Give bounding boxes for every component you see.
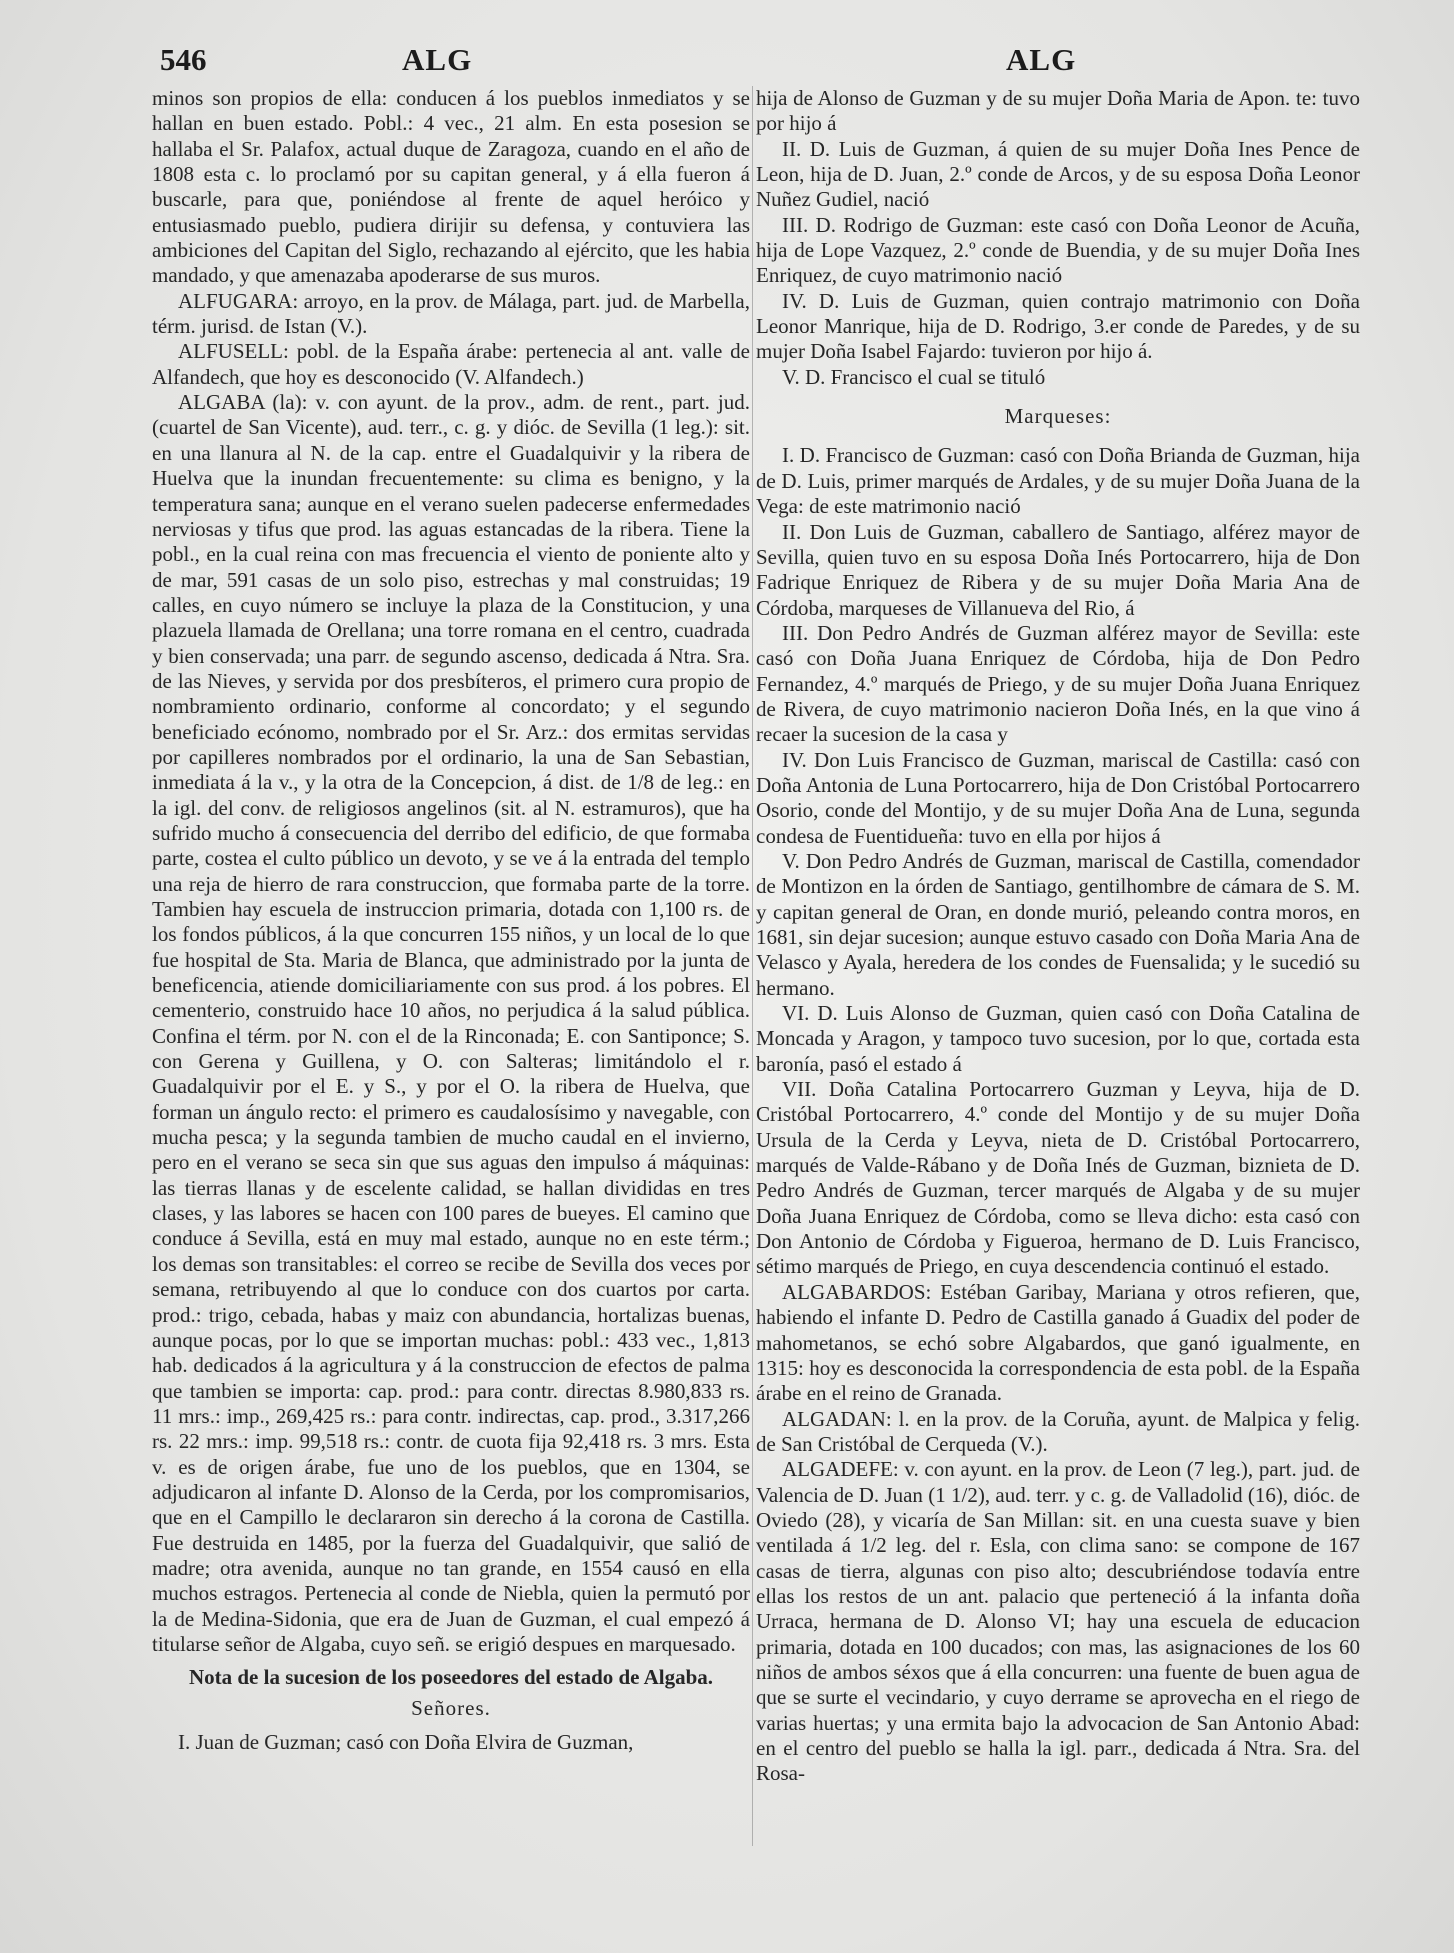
running-header xyxy=(0,42,1454,82)
running-headword-right: ALG xyxy=(1006,42,1077,77)
lineage-item: I. Juan de Guzman; casó con Doña Elvira de Guzman, xyxy=(178,1729,634,1754)
lineage-item: VI. D. Luis Alonso de Guzman, quien casó con Doña Catalina de Moncada y Aragon, y tampoco tuvo sucesion, por lo que, cortada esta baronía, pasó el estado á xyxy=(756,1001,1360,1076)
entry-algaba: ALGABA (la): v. con ayunt. de la prov., adm. de rent., part. jud. (cuartel de San Vicente), aud. terr., c. g. y dióc. de Sevilla (1 leg.): sit. en una llanura al N. de la cap. entre el Guadalquivir y la ribera de Huelva que la inundan frecuentemente: su clima es benigno, y la temperatura sana; aunque en el verano suelen padecerse enfermedades nerviosas y tifus que prod. las aguas estancadas de la ribera. Tiene la pobl., en la cual reina con mas frecuencia el viento de poniente alto y de mar, 591 casas de un solo piso, estrechas y mal construidas; 19 calles, en cuyo número se incluye la plaza de la Constitucion, y una plazuela llamada de Orellana; una torre romana en el centro, cuadrada y bien conservada; una parr. de segundo ascenso, dedicada á Ntra. Sra. de las Nieves, y servida por dos presbíteros, el primero cura propio de nombramiento ordinario, conforme al concordato; y el segundo beneficiado ecónomo, nombrado por el Sr. Arz.: dos ermitas servidas por capilleres nombrados por el ordinario, la una de San Sebastian, inmediata á la v., y la otra de la Concepcion, á dist. de 1/8 de leg.: en la igl. del conv. de religiosos angelinos (sit. al N. estramuros), que ha sufrido mucho á consecuencia del derribo del edificio, de que formaba parte, costea el culto público un devoto, y se ve á la entrada del templo una reja de hierro de rara construccion, que formaba parte de la torre. Tambien hay escuela de instruccion primaria, dotada con 1,100 rs. de los fondos públicos, á la que concurren 155 niños, y un local de lo que fue hospital de Sta. Maria de Blanca, que administrado por la junta de beneficencia, atiende domiciliariamente con sus prod. á los pobres. El cementerio, construido hace 10 años, no perjudica á la salud pública. Confina el térm. por N. con el de la Rinconada; E. con Santiponce; S. con Gerena y Guillena, y O. con Salteras; limitándolo el r. Guadalquivir por el E. y S., y por el O. la ribera de Huelva, que forman un ángulo recto: el primero es caudalosísimo y navegable, con mucha pesca; y la segunda tambien de mucho caudal en el invierno, pero en el verano se seca sin que sus aguas den impulso á máquinas: las tierras llanas y de escelente calidad, se hallan divididas en tres clases, y las labores se hacen con 100 pares de bueyes. El camino que conduce á Sevilla, está en muy mal estado, aunque no en este térm.; los demas son transitables: el correo se recibe de Sevilla dos veces por semana, retribuyendo al que lo conduce con dos cuartos por carta. prod.: trigo, cebada, habas y maiz con abundancia, hortalizas buenas, aunque pocas, por lo que se importan muchas: pobl.: 433 vec., 1,813 hab. dedicados á la agricultura y á la construccion de efectos de palma que tambien se importa: cap. prod.: para contr. directas 8.980,833 rs. 11 mrs.: imp., 269,425 rs.: para contr. indirectas, cap. prod., 3.317,266 rs. 22 mrs.: imp. 99,518 rs.: contr. de cuota fija 92,418 rs. 3 mrs. Esta v. es de origen árabe, fue uno de los pueblos, que en 1304, se adjudicaron al infante D. Alonso de la Cerda, por los compromisarios, que en el Campillo le declararon sin derecho á la corona de Castilla. Fue destruida en 1485, por la fuerza del Guadalquivir, que salió de madre; otra avenida, aunque no tan grande, en 1554 causó en ella muchos estragos. Pertenecia al conde de Niebla, quien la permutó por la de Medina-Sidonia, que era de Juan de Guzman, el cual empezó á titularse señor de Algaba, cuyo señ. se erigió despues en marquesado. xyxy=(152,390,750,1656)
lineage-item: III. Don Pedro Andrés de Guzman alférez mayor de Sevilla: este casó con Doña Juana Enriquez de Córdoba, hija de Don Pedro Fernandez, 4.º marqués de Priego, y de su mujer Doña Juana Enriquez de Rivera, de cuyo matrimonio nacieron Doña Inés, en la que vino á recaer la sucesion de la casa y xyxy=(756,620,1360,747)
entry-alfugara: ALFUGARA: arroyo, en la prov. de Málaga, part. jud. de Marbella, térm. jurisd. de Istan (V.). xyxy=(152,288,750,339)
entry-algadan: ALGADAN: l. en la prov. de la Coruña, ayunt. de Malpica y felig. de San Cristóbal de Cerqueda (V.). xyxy=(756,1406,1360,1456)
lineage-item: V. D. Francisco el cual se tituló xyxy=(782,364,1046,389)
entry-algabardos: ALGABARDOS: Estéban Garibay, Mariana y otros refieren, que, habiendo el infante D. Pedro de Castilla ganado á Guadix del poder de mahometanos, se echó sobre Algabardos, que ganó igualmente, en 1315: hoy es desconocida la correspondencia de esta pobl. de la España árabe en el reino de Granada. xyxy=(756,1279,1360,1406)
lineage-item: I. D. Francisco de Guzman: casó con Doña Brianda de Guzman, hija de D. Luis, primer marqués de Ardales, y de su mujer Doña Juana de la Vega: de este matrimonio nació xyxy=(756,443,1360,519)
entry-algadefe: ALGADEFE: v. con ayunt. en la prov. de Leon (7 leg.), part. jud. de Valencia de D. Juan (1 1/2), aud. terr. y c. g. de Valladolid (16), dióc. de Oviedo (28), y vicaría de San Millan: sit. en una cuesta suave y bien ventilada á 1/2 leg. del r. Esla, con clima sano: se compone de 167 casas de tierra, algunas con piso alto; descubriéndose todavía entre ellas los restos de un ant. palacio que perteneció á la infanta doña Urraca, hermana de D. Alonso VI; hay una escuela de educacion primaria, dotada en 100 ducados; con mas, las asignaciones de los 60 niños de ambos séxos que á ella concurren: una fuente de buen agua de que se surte el vecindario, y cuyo derrame se aprovecha en el riego de varias huertas; y una ermita bajo la advocacion de San Antonio Abad: en el centro del pueblo se halla la igl. parr., dedicada á Ntra. Sra. del Rosa- xyxy=(756,1457,1360,1786)
lineage-item: V. Don Pedro Andrés de Guzman, mariscal de Castilla, comendador de Montizon en la órden de Santiago, gentilhombre de cámara de S. M. y capitan general de Oran, en donde murió, peleando contra moros, en 1681, sin dejar sucesion; aunque estuvo casado con Doña Maria Ana de Velasco y Ayala, heredera de los condes de Fuensalida; y le sucedió su hermano. xyxy=(756,848,1360,1000)
lineage-item: II. D. Luis de Guzman, á quien de su mujer Doña Ines Pence de Leon, hija de D. Juan, 2.º conde de Arcos, y de su esposa Doña Leonor Nuñez Gudiel, nació xyxy=(756,136,1360,212)
lineage-item: IV. Don Luis Francisco de Guzman, mariscal de Castilla: casó con Doña Antonia de Luna Portocarrero, hija de Don Cristóbal Portocarrero Osorio, conde del Montijo, y de su mujer Doña Ana de Luna, segunda condesa de Fuentidueña: tuvo en ella por hijos á xyxy=(756,747,1360,848)
lineage-item: II. Don Luis de Guzman, caballero de Santiago, alférez mayor de Sevilla, quien tuvo en su esposa Doña Inés Portocarrero, hija de Don Fadrique Enriquez de Ribera y de su mujer Doña Maria Ana de Córdoba, marqueses de Villanueva del Rio, á xyxy=(756,519,1360,620)
lineage-continuation: hija de Alonso de Guzman y de su mujer Doña Maria de Apon. te: tuvo por hijo á xyxy=(756,86,1360,136)
lineage-item: VII. Doña Catalina Portocarrero Guzman y Leyva, hija de D. Cristóbal Portocarrero, 4.º conde del Montijo y de su mujer Doña Ursula de la Cerda y Leyva, nieta de D. Cristóbal Portocarrero, marqués de Valde-Rábano y de Doña Inés de Guzman, biznieta de D. Pedro Andrés de Guzman, tercer marqués de Algaba y de su mujer Doña Juana Enriquez de Córdoba, como se lleva dicho: esta casó con Don Antonio de Córdoba y Figueroa, hermano de D. Luis Francisco, sétimo marqués de Priego, en cuya descendencia continuó el estado. xyxy=(756,1077,1360,1279)
entry-continuation: minos son propios de ella: conducen á los pueblos inmediatos y se hallan en buen estado. Pobl.: 4 vec., 21 alm. En esta posesion se hallaba el Sr. Palafox, actual duque de Zaragoza, cuando en el año de 1808 esta c. lo proclamó por su capitan general, y á ella fueron á buscarle, para que, poniéndose al frente de aquel heróico y entusiasmado pueblo, pudiera dirijir su defensa, y contuviera las ambiciones del Capitan del Siglo, rechazando al ejército, que les habia mandado, y que amenazaba apoderarse de sus muros. xyxy=(152,86,750,288)
left-column xyxy=(152,86,750,1926)
right-column xyxy=(756,86,1360,1926)
lineage-item: IV. D. Luis de Guzman, quien contrajo matrimonio con Doña Leonor Manrique, hija de D. Rodrigo, 3.er conde de Paredes, y de su mujer Doña Isabel Fajardo: tuvieron por hijo á. xyxy=(756,288,1360,364)
running-headword-left: ALG xyxy=(402,42,473,77)
section-title-note: Nota de la sucesion de los poseedores del estado de Algaba. xyxy=(188,1665,714,1690)
entry-alfusell: ALFUSELL: pobl. de la España árabe: pertenecia al ant. valle de Alfandech, que hoy es desconocido (V. Alfandech.) xyxy=(152,339,750,389)
subheading-senores: Señores. xyxy=(411,1696,491,1721)
lineage-item: III. D. Rodrigo de Guzman: este casó con Doña Leonor de Acuña, hija de Lope Vazquez, 2.º conde de Buendia, y de su mujer Doña Ines Enriquez, de cuyo matrimonio nació xyxy=(756,212,1360,288)
column-divider xyxy=(752,86,753,1846)
subheading-marqueses: Marqueses: xyxy=(1004,404,1112,429)
page-number: 546 xyxy=(160,42,207,77)
